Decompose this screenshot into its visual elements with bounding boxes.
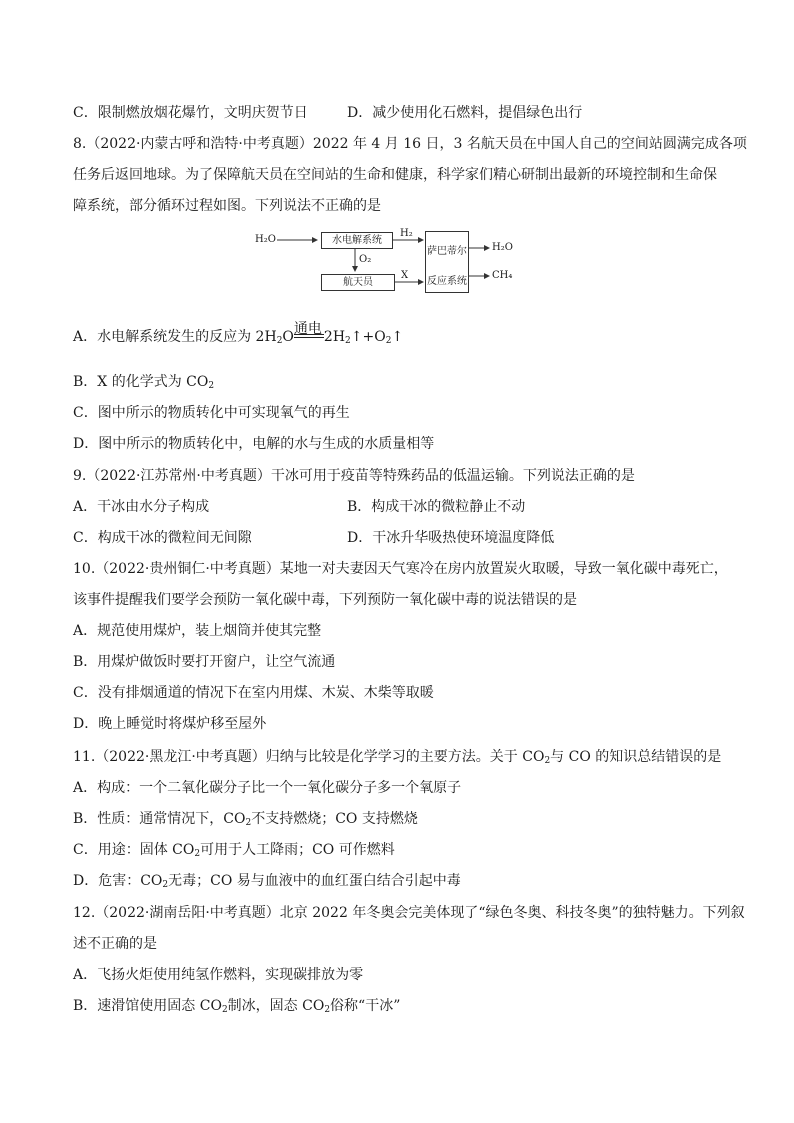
astronaut-box: 航天员: [321, 274, 395, 291]
life-support-diagram: [255, 226, 545, 296]
electrolysis-condition: [293, 321, 324, 344]
q7-option-c: C．限制燃放烟花爆竹，文明庆贺节日: [73, 105, 308, 121]
q8-stem-line3: 障系统，部分循环过程如图。下列说法不正确的是: [73, 198, 381, 214]
q12-option-b-part3: 俗称“干冰”: [330, 998, 401, 1014]
q10-stem-line1: 10.（2022·贵州铜仁·中考真题）某地一对夫妻因天气寒冷在房内放置炭火取暖，导致一氧化碳中毒死亡，: [73, 561, 728, 577]
q12-stem-line1: 12.（2022·湖南岳阳·中考真题）北京 2022 年冬奥会完美体现了“绿色冬奥、科技冬奥”的独特魅力。下列叙: [73, 905, 745, 921]
q11-option-c: C．用途：固体 $CO_2$可用于人工降雨；CO 可作燃料: [73, 842, 395, 859]
q11-option-b: B．性质：通常情况下，$CO_2$不支持燃烧；CO 支持燃烧: [73, 811, 418, 828]
q12-option-b-part2: 制冰，固态 CO: [227, 998, 325, 1014]
q9-option-d: D．干冰升华吸热使环境温度降低: [347, 530, 555, 546]
q11-option-d: D．危害：$CO_2$无毒；CO 易与血液中的血红蛋白结合引起中毒: [73, 873, 461, 890]
q10-stem-line2: 该事件提醒我们要学会预防一氧化碳中毒，下列预防一氧化碳中毒的说法错误的是: [73, 592, 577, 608]
q12-option-a: A．飞扬火炬使用纯氢作燃料，实现碳排放为零: [73, 967, 364, 983]
q8-option-b-text: B．X 的化学式为 CO: [73, 374, 209, 390]
q8-stem-line1: 8.（2022·内蒙古呼和浩特·中考真题）2022 年 4 月 16 日，3 名航天员在中国人自己的空间站圆满完成各项: [73, 136, 747, 152]
q11-option-c-part1: C．用途：固体 CO: [73, 842, 195, 858]
q11-option-c-part2: 可用于人工降雨；CO 可作燃料: [200, 842, 395, 858]
q8-option-a: A．水电解系统发生的反应为 $2H_2O$ 通电 $2H_2↑+O_2↑$: [73, 326, 403, 346]
q12-option-b-part1: B．速滑馆使用固态 CO: [73, 998, 222, 1014]
q10-option-a: A．规范使用煤炉，装上烟筒并使其完整: [73, 623, 322, 639]
q10-option-b: B．用煤炉做饭时要打开窗户，让空气流通: [73, 654, 336, 670]
h2o-input-label: H₂O: [255, 234, 276, 245]
q11-option-d-part2: 无毒；CO 易与血液中的血红蛋白结合引起中毒: [168, 873, 461, 889]
x-label: X: [401, 270, 409, 281]
q11-stem-part1: 11.（2022·黑龙江·中考真题）归纳与比较是化学学习的主要方法。关于 CO: [73, 749, 545, 765]
sabatier-label-line1: 萨巴蒂尔: [427, 246, 467, 257]
ch4-output-label: CH₄: [492, 270, 513, 281]
q9-option-c: C．构成干冰的微粒间无间隙: [73, 530, 252, 546]
condition-label: 通电: [293, 321, 322, 337]
h2o-output-label: H₂O: [492, 242, 513, 253]
q11-option-d-part1: D．危害：CO: [73, 873, 163, 889]
sabatier-label-line2: 反应系统: [427, 276, 467, 287]
q8-option-a-prefix: A．水电解系统发生的反应为 2H: [73, 329, 277, 345]
o2-label: O₂: [359, 254, 372, 265]
q12-option-b: B．速滑馆使用固态 $CO_2$制冰，固态 $CO_2$俗称“干冰”: [73, 998, 401, 1015]
q11-stem-part2: 与 CO 的知识总结错误的是: [550, 749, 722, 765]
q9-stem: 9.（2022·江苏常州·中考真题）干冰可用于疫苗等特殊药品的低温运输。下列说法正确的是: [73, 468, 635, 484]
q11-option-b-part2: 不支持燃烧；CO 支持燃烧: [251, 811, 418, 827]
q10-option-c: C．没有排烟通道的情况下在室内用煤、木炭、木柴等取暖: [73, 685, 434, 701]
q11-stem: 11.（2022·黑龙江·中考真题）归纳与比较是化学学习的主要方法。关于 $CO_2$与 CO 的知识总结错误的是: [73, 749, 722, 766]
q11-option-b-part1: B．性质：通常情况下，CO: [73, 811, 246, 827]
q9-option-b: B．构成干冰的微粒静止不动: [347, 499, 526, 515]
q8-option-c: C．图中所示的物质转化中可实现氧气的再生: [73, 405, 350, 421]
q12-stem-line2: 述不正确的是: [73, 936, 157, 952]
q7-option-d: D．减少使用化石燃料，提倡绿色出行: [347, 105, 583, 121]
q9-option-a: A．干冰由水分子构成: [73, 499, 210, 515]
q10-option-d: D．晚上睡觉时将煤炉移至屋外: [73, 716, 267, 732]
q8-option-d: D．图中所示的物质转化中，电解的水与生成的水质量相等: [73, 436, 435, 452]
q8-option-a-suffix: 2H: [323, 329, 346, 345]
h2-label: H₂: [400, 228, 413, 239]
q8-stem-line2: 任务后返回地球。为了保障航天员在空间站的生命和健康，科学家们精心研制出最新的环境控制和生命保: [73, 167, 717, 183]
sabatier-box: [425, 231, 469, 293]
q8-option-b: B．X 的化学式为 $CO_2$: [73, 374, 215, 391]
q11-option-a: A．构成：一个二氧化碳分子比一个一氧化碳分子多一个氧原子: [73, 780, 462, 796]
electrolysis-box: 水电解系统: [321, 232, 393, 249]
